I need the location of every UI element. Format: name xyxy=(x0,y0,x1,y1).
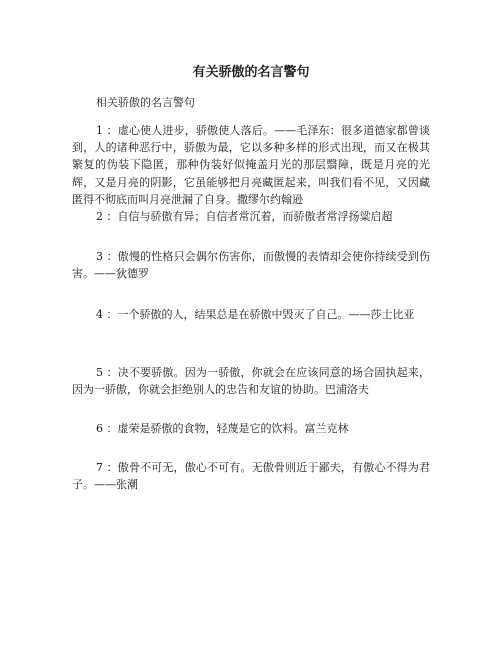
quote-item-7: 7 ：傲骨不可无，傲心不可有。无傲骨则近于鄙夫，有傲心不得为君子。——张潮 xyxy=(72,461,430,492)
document-subtitle: 相关骄傲的名言警句 xyxy=(96,96,195,109)
quote-item-4: 4 ：一个骄傲的人，结果总是在骄傲中毁灭了自己。——莎士比亚 xyxy=(96,308,415,321)
quote-item-1: 1 ：虚心使人进步，骄傲使人落后。——毛泽东：很多道德家都曾谈到，人的诸种恶行中，骄傲为最，它以多种多样的形式出现，而又在极其繁复的伪装下隐匿，那种伪装好似掩盖月光的那层翳障，既是月亮的光辉，又是月亮的阴影，它虽能够把月亮藏匿起来，叫我们看不见，又因藏匿得不彻底而叫月亮泄漏了自身。撒缪尔约翰逊 xyxy=(72,124,430,206)
quote-item-6: 6 ：虚荣是骄傲的食物，轻蔑是它的饮料。富兰克林 xyxy=(96,422,349,435)
quote-item-3: 3 ：傲慢的性格只会偶尔伤害你，而傲慢的表情却会使你持续受到伤害。——狄德罗 xyxy=(72,250,430,281)
document-title: 有关骄傲的名言警句 xyxy=(192,65,310,80)
quote-item-2: 2 ：自信与骄傲有异；自信者常沉着，而骄傲者常浮扬粱启超 xyxy=(96,210,393,223)
quote-item-5: 5 ：决不要骄傲。因为一骄傲，你就会在应该同意的场合固执起来，因为一骄傲，你就会拒绝别人的忠告和友谊的协助。巴浦洛夫 xyxy=(72,366,430,397)
